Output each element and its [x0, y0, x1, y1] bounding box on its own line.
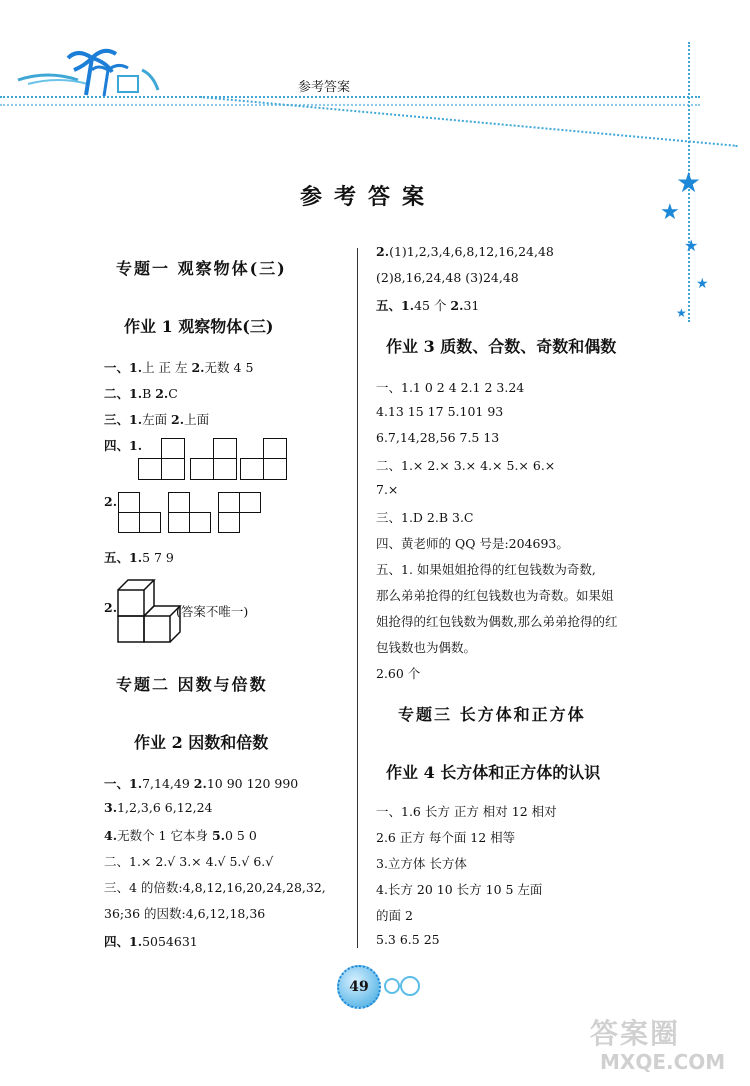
answer-line: 4.无数个 1 它本身 5.0 5 0: [104, 828, 257, 843]
section-heading-3: 专题三 长方体和正方体: [398, 705, 586, 724]
header-title: 参考答案: [298, 80, 351, 95]
answer-line: 三、1.D 2.B 3.C: [376, 510, 474, 525]
answer-line: 一、1.7,14,49 2.10 90 120 990: [104, 776, 299, 791]
star-icon: ★: [684, 236, 699, 255]
answer-line: 36;36 的因数:4,6,12,18,36: [104, 906, 266, 921]
watermark-logo: 答案圈: [590, 1017, 681, 1050]
work-heading-1: 作业 1 观察物体(三): [124, 317, 274, 336]
header-dotted-line: [0, 96, 700, 98]
answer-line: 5.3 6.5 25: [376, 932, 440, 947]
answer-line: 一、1.6 长方 正方 相对 12 相对: [376, 804, 557, 819]
answer-line: 包钱数也为偶数。: [376, 640, 477, 655]
answer-line: 四、1.: [104, 438, 143, 453]
answer-line: 2.60 个: [376, 666, 421, 681]
answer-line: 一、1.1 0 2 4 2.1 2 3.24: [376, 380, 525, 395]
answer-line: 五、1. 如果姐姐抢得的红包钱数为奇数,: [376, 562, 596, 577]
watermark-url: MXQE.COM: [600, 1050, 726, 1074]
answer-line: 2.(1)1,2,3,4,6,8,12,16,24,48: [376, 244, 554, 259]
answer-line: 五、1.5 7 9: [104, 550, 174, 565]
section-heading-2: 专题二 因数与倍数: [116, 675, 268, 694]
answer-line: 那么弟弟抢得的红包钱数也为奇数。如果姐: [376, 588, 614, 603]
star-icon: ★: [696, 276, 709, 292]
answer-line: 3.立方体 长方体: [376, 856, 467, 871]
answer-line: 二、1.× 2.√ 3.× 4.√ 5.√ 6.√: [104, 854, 274, 869]
answer-line: 一、1.上 正 左 2.无数 4 5: [104, 360, 254, 375]
column-divider: [357, 248, 358, 948]
header-dotted-line-2: [0, 104, 700, 106]
work-heading-4: 作业 4 长方体和正方体的认识: [386, 763, 601, 782]
star-icon: ★: [676, 166, 702, 199]
answer-line: 三、4 的倍数:4,8,12,16,20,24,28,32,: [104, 880, 326, 895]
work-heading-3: 作业 3 质数、合数、奇数和偶数: [386, 337, 617, 356]
answer-line: 6.7,14,28,56 7.5 13: [376, 430, 500, 445]
star-icon: ★: [676, 306, 687, 320]
circle-decoration-icon: [384, 978, 400, 994]
answer-line: 3.1,2,3,6 6,12,24: [104, 800, 213, 815]
answer-line: 2.: [104, 600, 118, 615]
answer-line: 五、1.45 个 2.31: [376, 298, 480, 313]
answer-line: 二、1.× 2.× 3.× 4.× 5.× 6.×: [376, 458, 556, 473]
answer-line: 三、1.左面 2.上面: [104, 412, 210, 427]
circle-decoration-icon: [400, 976, 420, 996]
answer-line: 7.×: [376, 482, 399, 497]
answer-line: 4.长方 20 10 长方 10 5 左面: [376, 882, 543, 897]
answer-line: (2)8,16,24,48 (3)24,48: [376, 270, 519, 285]
answer-line: 的面 2: [376, 908, 413, 923]
answer-line: 2.: [104, 494, 118, 509]
page-number: 49: [337, 965, 381, 1009]
answer-line: 四、1.5054631: [104, 934, 198, 949]
section-heading-1: 专题一 观察物体(三): [116, 259, 287, 278]
answer-line: 二、1.B 2.C: [104, 386, 178, 401]
answer-line: 2.6 正方 每个面 12 相等: [376, 830, 516, 845]
answer-line: 4.13 15 17 5.101 93: [376, 404, 504, 419]
answer-note: (答案不唯一): [176, 604, 249, 619]
work-heading-2: 作业 2 因数和倍数: [134, 733, 269, 752]
answer-line: 四、黄老师的 QQ 号是:204693。: [376, 536, 569, 551]
palm-tree-logo-icon: [8, 40, 168, 100]
star-icon: ★: [660, 200, 680, 225]
answer-line: 姐抢得的红包钱数为偶数,那么弟弟抢得的红: [376, 614, 618, 629]
page-title: 参考答案: [300, 184, 437, 210]
